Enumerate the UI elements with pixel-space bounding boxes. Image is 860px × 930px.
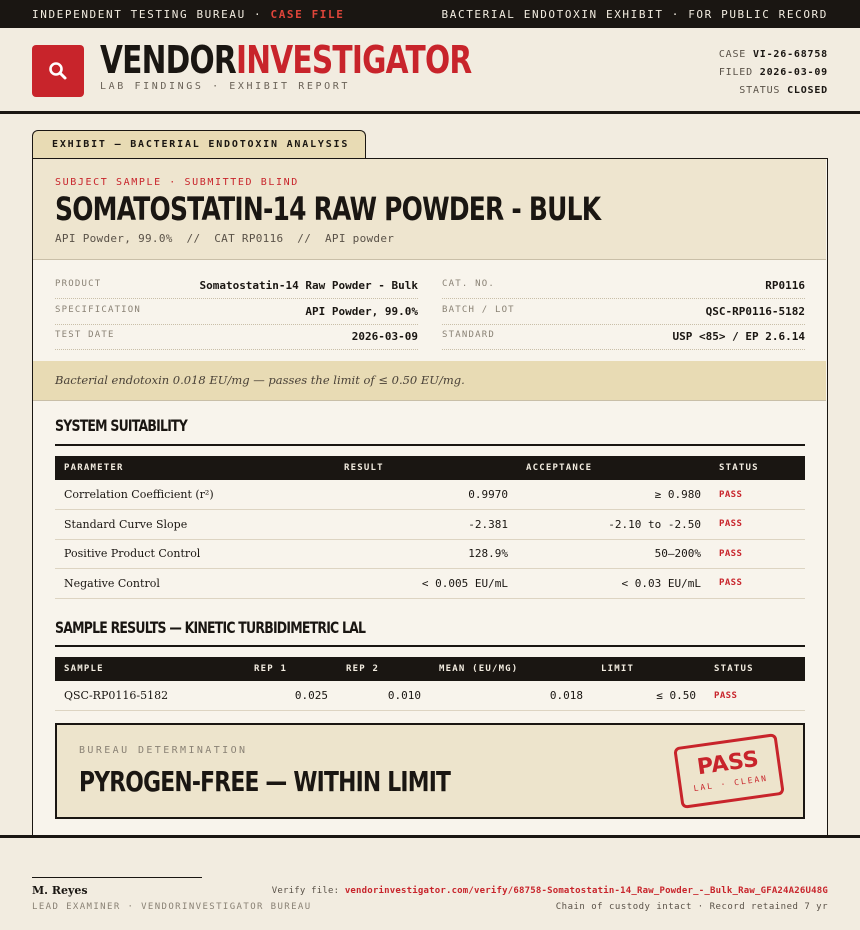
magnifier-icon [47, 60, 69, 82]
footer-rule [0, 835, 860, 838]
top-bar [0, 0, 860, 28]
brand-wordmark: VENDORINVESTIGATOR [100, 38, 472, 82]
top-bar-right: BACTERIAL ENDOTOXIN EXHIBIT · FOR PUBLIC RECORD [441, 7, 828, 21]
pass-stamp: PASS LAL · CLEAN [673, 733, 785, 809]
results-rule [55, 645, 805, 647]
table-row: Correlation Coefficient (r²) 0.9970 ≥ 0.980 PASS [55, 480, 805, 510]
col-acceptance: ACCEPTANCE [517, 456, 710, 480]
determination-title: PYROGEN-FREE — WITHIN LIMIT [79, 765, 451, 798]
top-bar-left: INDEPENDENT TESTING BUREAU · CASE FILE [32, 7, 345, 21]
col-parameter: PARAMETER [55, 456, 335, 480]
custody-note: Chain of custody intact · Record retained 7 yr [555, 902, 828, 912]
determination-kicker: BUREAU DETERMINATION [79, 745, 248, 756]
detail-specification: SPECIFICATION API Powder, 99.0% [55, 299, 418, 325]
bureau-determination [55, 723, 805, 819]
col-result: RESULT [335, 456, 517, 480]
detail-cat-no: CAT. NO. RP0116 [442, 273, 805, 299]
col-status: STATUS [705, 657, 805, 681]
case-status: CLOSED [787, 85, 828, 96]
verify-file: Verify file: vendorinvestigator.com/verify/68758-Somatostatin-14_Raw_Powder_-_Bulk_Raw_GFA24A26U48G [271, 886, 828, 896]
suitability-rule [55, 444, 805, 446]
status-badge: PASS [705, 681, 805, 711]
table-row: QSC-RP0116-5182 0.025 0.010 0.018 ≤ 0.50 PASS [55, 681, 805, 711]
status-badge: PASS [710, 480, 805, 510]
signature-line [32, 877, 202, 878]
col-sample: SAMPLE [55, 657, 245, 681]
status-badge: PASS [710, 510, 805, 540]
suitability-title: SYSTEM SUITABILITY [55, 416, 188, 435]
col-status: STATUS [710, 456, 805, 480]
page-header [0, 28, 860, 114]
subject-kicker: SUBJECT SAMPLE · SUBMITTED BLIND [55, 177, 299, 188]
verify-link[interactable]: vendorinvestigator.com/verify/68758-Somatostatin-14_Raw_Powder_-_Bulk_Raw_GFA24A26U48G [344, 886, 828, 896]
exhibit-card [32, 158, 828, 836]
table-row: Standard Curve Slope -2.381 -2.10 to -2.50 PASS [55, 510, 805, 540]
subject-title: SOMATOSTATIN-14 RAW POWDER - BULK [55, 190, 601, 228]
case-meta: CASE VI-26-68758 FILED 2026-03-09 STATUS CLOSED [718, 49, 828, 96]
col-limit: LIMIT [592, 657, 705, 681]
detail-batch-lot: BATCH / LOT QSC-RP0116-5182 [442, 299, 805, 325]
tagline: LAB FINDINGS · EXHIBIT REPORT [100, 81, 350, 92]
suitability-table [55, 456, 805, 599]
table-header-row [55, 657, 805, 681]
signer-name: M. Reyes [32, 884, 88, 897]
table-row: Positive Product Control 128.9% 50–200% PASS [55, 539, 805, 569]
detail-standard: STANDARD USP <85> / EP 2.6.14 [442, 324, 805, 350]
detail-test-date: TEST DATE 2026-03-09 [55, 324, 418, 350]
status-badge: PASS [710, 569, 805, 599]
table-header-row [55, 456, 805, 480]
case-file-label: CASE FILE [270, 7, 345, 21]
results-title: SAMPLE RESULTS — KINETIC TURBIDIMETRIC LAL [55, 618, 366, 637]
detail-product: PRODUCT Somatostatin-14 Raw Powder - Bulk [55, 273, 418, 299]
subject-panel [33, 159, 826, 260]
col-rep1: REP 1 [245, 657, 337, 681]
results-table [55, 657, 805, 711]
status-badge: PASS [710, 539, 805, 569]
result-summary: Bacterial endotoxin 0.018 EU/mg — passes the limit of ≤ 0.50 EU/mg. [33, 361, 826, 401]
case-number: VI-26-68758 [752, 49, 828, 60]
table-row: Negative Control < 0.005 EU/mL < 0.03 EU/mL PASS [55, 569, 805, 599]
col-mean: MEAN (EU/MG) [430, 657, 592, 681]
exhibit-tab: EXHIBIT — BACTERIAL ENDOTOXIN ANALYSIS [32, 130, 366, 160]
subject-specs: API Powder, 99.0% // CAT RP0116 // API powder [55, 232, 395, 245]
col-rep2: REP 2 [337, 657, 430, 681]
signer-role: LEAD EXAMINER · VENDORINVESTIGATOR BUREAU [32, 902, 312, 912]
logo [32, 45, 84, 97]
filed-date: 2026-03-09 [759, 67, 828, 78]
